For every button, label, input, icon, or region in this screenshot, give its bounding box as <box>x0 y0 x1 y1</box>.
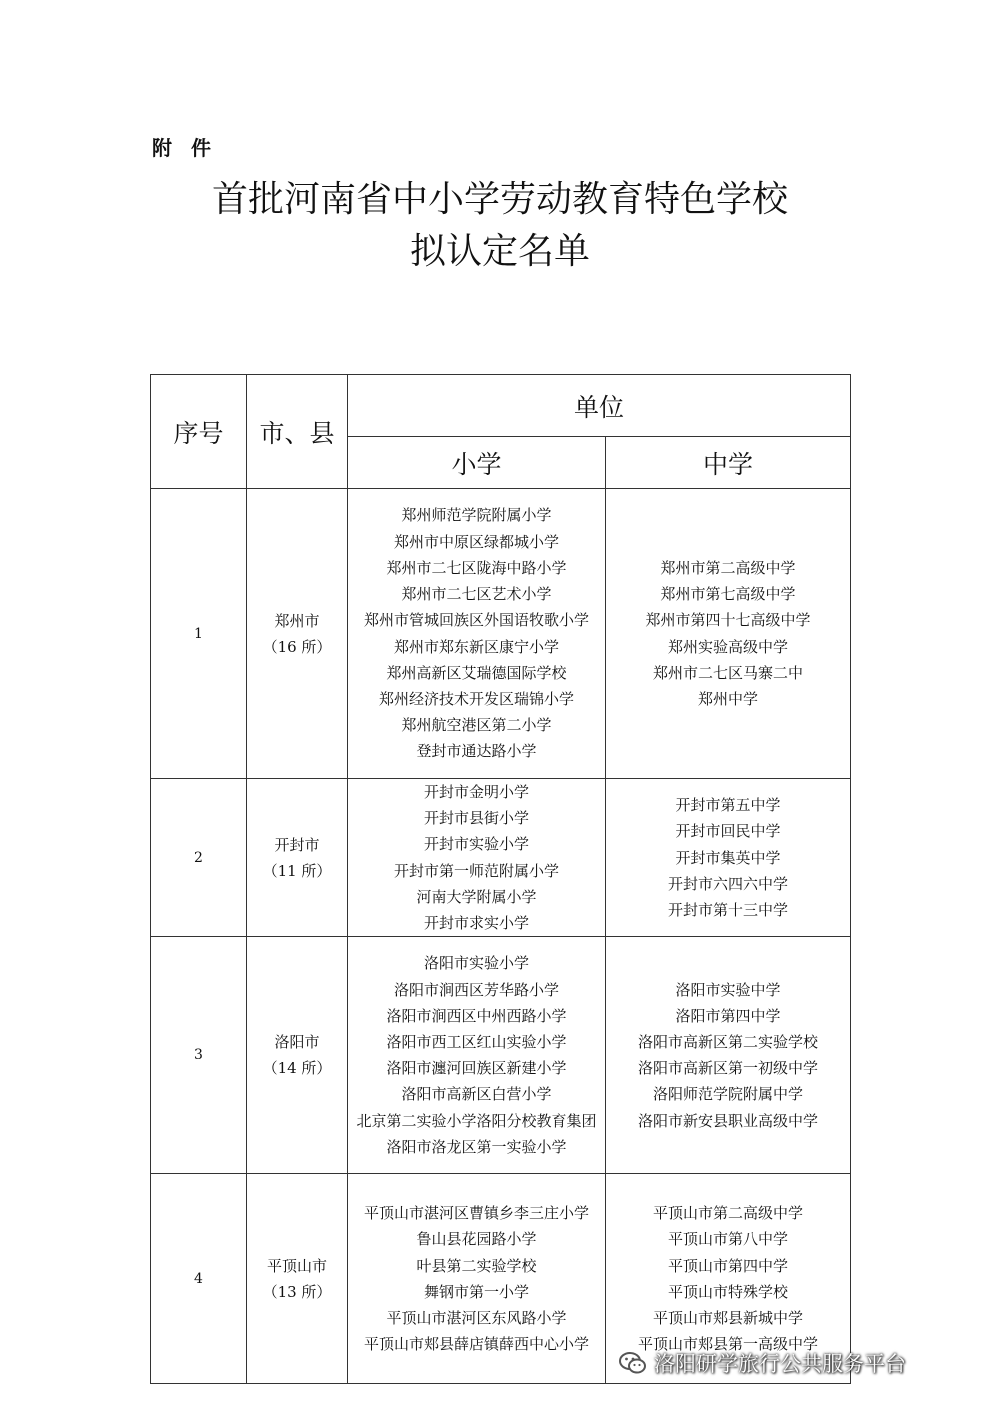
school-name: 叶县第二实验学校 <box>416 1256 537 1275</box>
school-name: 郑州市二七区陇海中路小学 <box>386 558 567 577</box>
row-index: 4 <box>151 1174 247 1384</box>
school-name: 郑州市二七区马寨二中 <box>653 663 804 682</box>
watermark <box>618 1348 906 1378</box>
school-list-table <box>150 374 851 1384</box>
school-name: 河南大学附属小学 <box>416 887 537 906</box>
school-name: 平顶山市湛河区东风路小学 <box>386 1308 567 1327</box>
school-name: 郑州市第二高级中学 <box>660 558 796 577</box>
header-primary: 小学 <box>348 437 606 489</box>
page-subtitle: 拟认定名单 <box>409 231 590 272</box>
city-name: 洛阳市 <box>274 1033 320 1052</box>
school-name: 平顶山市郏县薛店镇薛西中心小学 <box>363 1335 589 1354</box>
primary-school-list <box>348 489 606 779</box>
attachment-label: 附 件 <box>152 136 217 160</box>
page-title: 首批河南省中小学劳动教育特色学校 <box>211 179 788 220</box>
school-name: 平顶山市第四中学 <box>668 1256 789 1275</box>
watermark-text: 洛阳研学旅行公共服务平台 <box>654 1352 906 1376</box>
primary-school-list <box>348 779 606 937</box>
school-name: 开封市回民中学 <box>675 822 781 841</box>
school-name: 洛阳市瀍河回族区新建小学 <box>386 1059 567 1078</box>
header-unit: 单位 <box>348 375 851 437</box>
school-name: 洛阳市第四中学 <box>675 1006 781 1025</box>
table-row <box>151 489 851 779</box>
school-name: 平顶山市郏县第一高级中学 <box>638 1335 819 1354</box>
school-name: 洛阳市高新区白营小学 <box>401 1085 552 1104</box>
school-name: 郑州市第四十七高级中学 <box>645 611 811 630</box>
table-row <box>151 779 851 937</box>
school-name: 开封市实验小学 <box>423 835 529 854</box>
primary-school-list <box>348 937 606 1174</box>
row-index: 2 <box>151 779 247 937</box>
school-name: 平顶山市特殊学校 <box>668 1282 789 1301</box>
school-name: 开封市六四六中学 <box>668 874 789 893</box>
middle-school-list <box>606 779 851 937</box>
school-name: 郑州高新区艾瑞德国际学校 <box>386 663 567 682</box>
school-name: 洛阳市涧西区中州西路小学 <box>386 1006 567 1025</box>
header-city: 市、县 <box>247 375 348 489</box>
school-name: 开封市求实小学 <box>423 914 529 933</box>
school-name: 开封市第十三中学 <box>668 900 789 919</box>
school-name: 洛阳市洛龙区第一实验小学 <box>386 1137 567 1156</box>
school-name: 洛阳市高新区第一初级中学 <box>638 1059 819 1078</box>
table-row <box>151 937 851 1174</box>
row-city <box>247 489 348 779</box>
wechat-icon <box>618 1348 648 1378</box>
middle-school-list <box>606 489 851 779</box>
school-name: 平顶山市第八中学 <box>668 1230 789 1249</box>
school-name: 郑州市第七高级中学 <box>660 585 796 604</box>
primary-school-list <box>348 1174 606 1384</box>
school-name: 郑州实验高级中学 <box>668 637 789 656</box>
city-name: 郑州市 <box>274 611 320 630</box>
school-name: 郑州航空港区第二小学 <box>401 716 552 735</box>
school-count: （13 所） <box>262 1282 332 1301</box>
school-count: （16 所） <box>262 637 332 656</box>
school-name: 开封市集英中学 <box>675 848 781 867</box>
row-index: 3 <box>151 937 247 1174</box>
school-name: 鲁山县花园路小学 <box>416 1230 537 1249</box>
header-middle: 中学 <box>606 437 851 489</box>
school-name: 郑州市中原区绿都城小学 <box>393 532 559 551</box>
row-city <box>247 779 348 937</box>
school-name: 郑州市管城回族区外国语牧歌小学 <box>363 611 589 630</box>
school-name: 洛阳市高新区第二实验学校 <box>638 1033 819 1052</box>
school-name: 洛阳市涧西区芳华路小学 <box>393 980 559 999</box>
school-name: 开封市县街小学 <box>423 809 529 828</box>
school-name: 郑州师范学院附属小学 <box>401 506 552 525</box>
school-name: 开封市第五中学 <box>675 796 781 815</box>
school-name: 郑州市郑东新区康宁小学 <box>393 637 559 656</box>
row-city <box>247 1174 348 1384</box>
school-name: 洛阳市实验中学 <box>675 980 781 999</box>
school-name: 平顶山市第二高级中学 <box>653 1204 804 1223</box>
school-name: 平顶山市郏县新城中学 <box>653 1308 804 1327</box>
row-city <box>247 937 348 1174</box>
school-name: 洛阳市实验小学 <box>423 954 529 973</box>
school-name: 洛阳市西工区红山实验小学 <box>386 1033 567 1052</box>
row-index: 1 <box>151 489 247 779</box>
school-name: 登封市通达路小学 <box>416 742 537 761</box>
school-name: 开封市第一师范附属小学 <box>393 861 559 880</box>
school-count: （11 所） <box>262 861 332 880</box>
city-name: 开封市 <box>274 835 320 854</box>
school-count: （14 所） <box>262 1059 332 1078</box>
school-name: 舞钢市第一小学 <box>423 1282 529 1301</box>
header-index: 序号 <box>151 375 247 489</box>
city-name: 平顶山市 <box>266 1256 327 1275</box>
middle-school-list <box>606 937 851 1174</box>
school-name: 郑州中学 <box>698 689 759 708</box>
school-name: 郑州市二七区艺术小学 <box>401 585 552 604</box>
school-name: 洛阳市新安县职业高级中学 <box>638 1111 819 1130</box>
school-name: 平顶山市湛河区曹镇乡李三庄小学 <box>363 1204 589 1223</box>
school-name: 洛阳师范学院附属中学 <box>653 1085 804 1104</box>
school-name: 北京第二实验小学洛阳分校教育集团 <box>356 1111 597 1130</box>
school-name: 开封市金明小学 <box>423 783 529 801</box>
school-name: 郑州经济技术开发区瑞锦小学 <box>378 689 574 708</box>
